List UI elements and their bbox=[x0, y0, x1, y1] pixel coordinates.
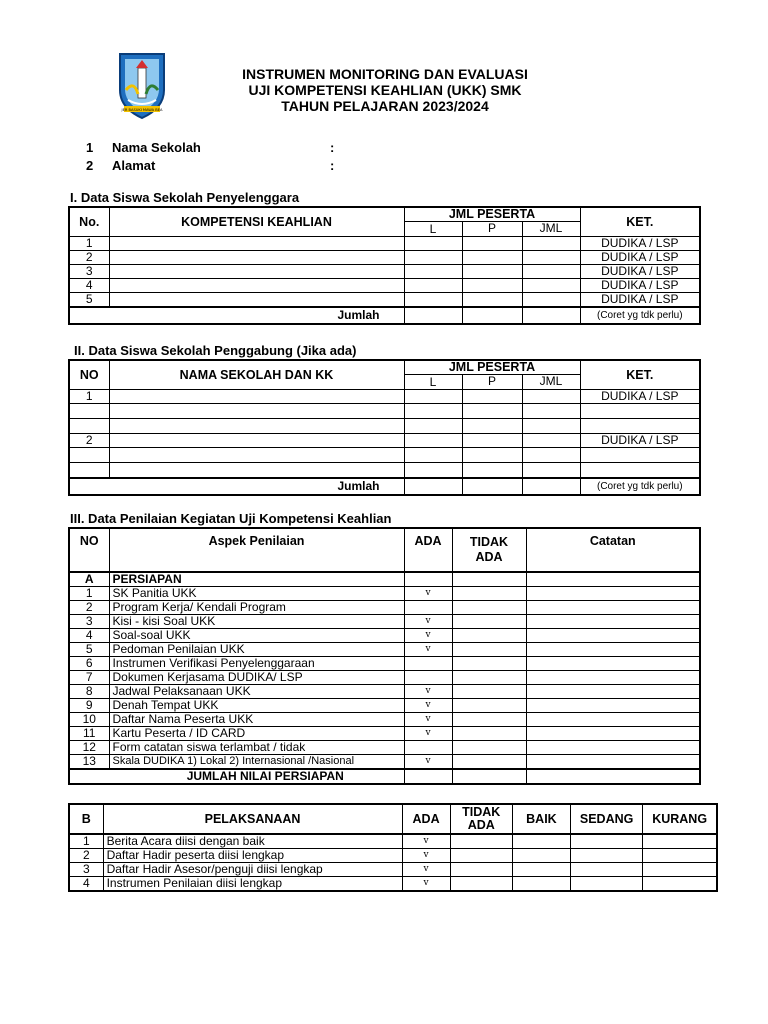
row-ket bbox=[580, 404, 700, 419]
total-persiapan-label: JUMLAH NILAI PERSIAPAN bbox=[69, 769, 404, 784]
cell-empty bbox=[526, 713, 700, 727]
row-ada-check: v bbox=[404, 755, 452, 770]
row-no: 1 bbox=[69, 237, 109, 251]
header-l: L bbox=[404, 221, 462, 236]
cell-empty bbox=[526, 699, 700, 713]
row-no: 3 bbox=[69, 615, 109, 629]
cell-empty bbox=[404, 769, 452, 784]
row-ket bbox=[580, 448, 700, 463]
header-catatan: Catatan bbox=[526, 528, 700, 572]
cell-empty bbox=[450, 863, 512, 877]
cell-empty bbox=[452, 685, 526, 699]
header-tidak-ada-line2: ADA bbox=[467, 818, 495, 832]
cell-empty bbox=[450, 834, 512, 849]
strike-note: (Coret yg tdk perlu) bbox=[580, 478, 700, 495]
cell-empty bbox=[452, 741, 526, 755]
row-ada-check: v bbox=[402, 877, 450, 892]
row-ket: DUDIKA / LSP bbox=[580, 293, 700, 308]
row-aspek: Daftar Hadir Asesor/penguji diisi lengkap bbox=[103, 863, 402, 877]
row-no: 1 bbox=[69, 390, 109, 404]
cell-empty bbox=[462, 293, 522, 308]
cell-empty bbox=[526, 601, 700, 615]
row-no: 5 bbox=[69, 293, 109, 308]
header-no: No. bbox=[69, 207, 109, 237]
table-row bbox=[69, 237, 700, 251]
row-no: 7 bbox=[69, 671, 109, 685]
table-row bbox=[69, 448, 700, 463]
cell-empty bbox=[452, 755, 526, 770]
section-3-title: III. Data Penilaian Kegiatan Uji Kompetensi Keahlian bbox=[70, 511, 392, 526]
cell-empty bbox=[109, 237, 404, 251]
table-row bbox=[69, 877, 717, 892]
header-pelaksanaan: PELAKSANAAN bbox=[103, 804, 402, 834]
table-row bbox=[69, 643, 700, 657]
cell-empty bbox=[109, 448, 404, 463]
cell-empty bbox=[404, 293, 462, 308]
row-no: 5 bbox=[69, 643, 109, 657]
cell-empty bbox=[109, 434, 404, 448]
cell-empty bbox=[643, 849, 717, 863]
cell-empty bbox=[526, 587, 700, 601]
cell-empty bbox=[512, 863, 570, 877]
cell-empty bbox=[109, 404, 404, 419]
cell-empty bbox=[571, 863, 643, 877]
table-pelaksanaan bbox=[68, 803, 718, 892]
table-row bbox=[69, 741, 700, 755]
cell-empty bbox=[452, 643, 526, 657]
cell-empty bbox=[109, 463, 404, 479]
cell-empty bbox=[526, 572, 700, 587]
cell-empty bbox=[571, 849, 643, 863]
table-row bbox=[69, 390, 700, 404]
cell-empty bbox=[522, 434, 580, 448]
row-no: 11 bbox=[69, 727, 109, 741]
cell-empty bbox=[526, 685, 700, 699]
cell-empty bbox=[109, 251, 404, 265]
row-aspek: Form catatan siswa terlambat / tidak bbox=[109, 741, 404, 755]
cell-empty bbox=[526, 657, 700, 671]
row-ket bbox=[580, 419, 700, 434]
cell-empty bbox=[404, 251, 462, 265]
info-num-2: 2 bbox=[86, 158, 94, 173]
table-row bbox=[69, 615, 700, 629]
cell-empty bbox=[404, 237, 462, 251]
table-row bbox=[69, 755, 700, 770]
header-tidak-ada-line2: ADA bbox=[475, 550, 503, 564]
header-sedang: SEDANG bbox=[571, 804, 643, 834]
cell-empty bbox=[522, 478, 580, 495]
cell-empty bbox=[109, 390, 404, 404]
cell-empty bbox=[522, 390, 580, 404]
row-ada-check: v bbox=[404, 685, 452, 699]
cell-empty bbox=[462, 265, 522, 279]
header-l: L bbox=[404, 374, 462, 389]
title-line-2: UJI KOMPETENSI KEAHLIAN (UKK) SMK bbox=[248, 82, 522, 98]
cell-empty bbox=[452, 657, 526, 671]
cell-empty bbox=[452, 615, 526, 629]
cell-empty bbox=[462, 463, 522, 479]
row-ada-check bbox=[404, 671, 452, 685]
cell-empty bbox=[526, 755, 700, 770]
info-label-address: Alamat bbox=[112, 158, 156, 173]
cell-empty bbox=[526, 769, 700, 784]
cell-empty bbox=[452, 769, 526, 784]
row-no: 8 bbox=[69, 685, 109, 699]
row-ket: DUDIKA / LSP bbox=[580, 265, 700, 279]
table-row bbox=[69, 699, 700, 713]
row-ket: DUDIKA / LSP bbox=[580, 279, 700, 293]
cell-empty bbox=[526, 629, 700, 643]
cell-empty bbox=[452, 601, 526, 615]
row-aspek: Jadwal Pelaksanaan UKK bbox=[109, 685, 404, 699]
info-num-1: 1 bbox=[86, 140, 94, 155]
header-tidak-ada bbox=[452, 528, 526, 572]
jumlah-label: Jumlah bbox=[69, 478, 404, 495]
cell-empty bbox=[404, 448, 462, 463]
table-row bbox=[69, 279, 700, 293]
cell-empty bbox=[452, 671, 526, 685]
table-row bbox=[69, 601, 700, 615]
row-no bbox=[69, 463, 109, 479]
header-jml-peserta: JML PESERTA bbox=[404, 360, 580, 374]
row-ada-check: v bbox=[404, 699, 452, 713]
table-section-1 bbox=[68, 206, 701, 325]
cell-empty bbox=[404, 463, 462, 479]
header-p: P bbox=[462, 221, 522, 236]
row-no: 4 bbox=[69, 279, 109, 293]
cell-empty bbox=[571, 877, 643, 892]
row-ada-check: v bbox=[404, 643, 452, 657]
document-title bbox=[200, 66, 570, 114]
row-no: 4 bbox=[69, 877, 103, 892]
row-aspek: Pedoman Penilaian UKK bbox=[109, 643, 404, 657]
row-no: 3 bbox=[69, 265, 109, 279]
cell-empty bbox=[462, 448, 522, 463]
cell-empty bbox=[109, 419, 404, 434]
table-row bbox=[69, 727, 700, 741]
header-nama-sekolah: NAMA SEKOLAH DAN KK bbox=[109, 360, 404, 390]
table-row bbox=[69, 629, 700, 643]
row-ada-check: v bbox=[402, 863, 450, 877]
row-ada-check bbox=[404, 741, 452, 755]
row-aspek: Program Kerja/ Kendali Program bbox=[109, 601, 404, 615]
cell-empty bbox=[462, 237, 522, 251]
table-section-3 bbox=[68, 527, 701, 785]
header-ada: ADA bbox=[402, 804, 450, 834]
cell-empty bbox=[522, 279, 580, 293]
header-ket: KET. bbox=[580, 207, 700, 237]
cell-empty bbox=[404, 307, 462, 324]
cell-empty bbox=[643, 834, 717, 849]
cell-empty bbox=[450, 849, 512, 863]
row-ada-check: v bbox=[402, 849, 450, 863]
row-ket: DUDIKA / LSP bbox=[580, 237, 700, 251]
cell-empty bbox=[522, 251, 580, 265]
table-row bbox=[69, 713, 700, 727]
row-no: 2 bbox=[69, 849, 103, 863]
row-aspek: Instrumen Verifikasi Penyelenggaraan bbox=[109, 657, 404, 671]
row-no: 10 bbox=[69, 713, 109, 727]
info-colon-2: : bbox=[330, 158, 335, 173]
header-aspek: Aspek Penilaian bbox=[109, 528, 404, 572]
cell-empty bbox=[404, 478, 462, 495]
cell-empty bbox=[462, 404, 522, 419]
table-row bbox=[69, 293, 700, 308]
cell-empty bbox=[462, 434, 522, 448]
header-jml: JML bbox=[522, 221, 580, 236]
header-b: B bbox=[69, 804, 103, 834]
info-colon-1: : bbox=[330, 140, 335, 155]
row-aspek: Denah Tempat UKK bbox=[109, 699, 404, 713]
header-tidak-ada bbox=[450, 804, 512, 834]
cell-empty bbox=[571, 834, 643, 849]
row-aspek: Daftar Nama Peserta UKK bbox=[109, 713, 404, 727]
cell-empty bbox=[522, 404, 580, 419]
row-ada-check bbox=[404, 657, 452, 671]
cell-empty bbox=[404, 404, 462, 419]
row-no: 1 bbox=[69, 834, 103, 849]
section-1-title: I. Data Siswa Sekolah Penyelenggara bbox=[70, 190, 300, 205]
row-aspek: Skala DUDIKA 1) Lokal 2) Internasional /Nasional bbox=[109, 755, 404, 770]
header-jml: JML bbox=[522, 374, 580, 389]
province-crest-logo bbox=[116, 50, 168, 120]
table-row bbox=[69, 671, 700, 685]
cell-empty bbox=[512, 849, 570, 863]
row-ket bbox=[580, 463, 700, 479]
header-no: NO bbox=[69, 528, 109, 572]
group-no: A bbox=[69, 572, 109, 587]
table-row bbox=[69, 404, 700, 419]
strike-note: (Coret yg tdk perlu) bbox=[580, 307, 700, 324]
title-line-3: TAHUN PELAJARAN 2023/2024 bbox=[281, 98, 489, 114]
row-ket: DUDIKA / LSP bbox=[580, 434, 700, 448]
row-no: 13 bbox=[69, 755, 109, 770]
row-ada-check: v bbox=[404, 629, 452, 643]
cell-empty bbox=[452, 713, 526, 727]
table-row bbox=[69, 265, 700, 279]
row-ada-check: v bbox=[404, 727, 452, 741]
cell-empty bbox=[452, 587, 526, 601]
cell-empty bbox=[404, 265, 462, 279]
row-aspek: Dokumen Kerjasama DUDIKA/ LSP bbox=[109, 671, 404, 685]
cell-empty bbox=[522, 419, 580, 434]
table-row bbox=[69, 251, 700, 265]
table-row bbox=[69, 834, 717, 849]
jumlah-label: Jumlah bbox=[69, 307, 404, 324]
row-no: 6 bbox=[69, 657, 109, 671]
info-label-school-name: Nama Sekolah bbox=[112, 140, 201, 155]
row-aspek: SK Panitia UKK bbox=[109, 587, 404, 601]
cell-empty bbox=[109, 293, 404, 308]
cell-empty bbox=[522, 237, 580, 251]
cell-empty bbox=[522, 293, 580, 308]
row-aspek: Kartu Peserta / ID CARD bbox=[109, 727, 404, 741]
group-label: PERSIAPAN bbox=[109, 572, 404, 587]
row-ket: DUDIKA / LSP bbox=[580, 251, 700, 265]
cell-empty bbox=[643, 877, 717, 892]
svg-text:JER BASUKI MAWA BEA: JER BASUKI MAWA BEA bbox=[121, 108, 163, 112]
row-no bbox=[69, 419, 109, 434]
cell-empty bbox=[462, 390, 522, 404]
cell-empty bbox=[522, 463, 580, 479]
cell-empty bbox=[452, 699, 526, 713]
header-ada: ADA bbox=[404, 528, 452, 572]
cell-empty bbox=[404, 419, 462, 434]
row-ket: DUDIKA / LSP bbox=[580, 390, 700, 404]
table-row bbox=[69, 587, 700, 601]
header-p: P bbox=[462, 374, 522, 389]
row-no: 9 bbox=[69, 699, 109, 713]
table-row bbox=[69, 419, 700, 434]
row-aspek: Instrumen Penilaian diisi lengkap bbox=[103, 877, 402, 892]
row-no bbox=[69, 404, 109, 419]
table-row bbox=[69, 685, 700, 699]
cell-empty bbox=[462, 307, 522, 324]
cell-empty bbox=[522, 448, 580, 463]
cell-empty bbox=[462, 251, 522, 265]
cell-empty bbox=[526, 741, 700, 755]
cell-empty bbox=[404, 279, 462, 293]
cell-empty bbox=[404, 572, 452, 587]
cell-empty bbox=[643, 863, 717, 877]
row-no: 4 bbox=[69, 629, 109, 643]
cell-empty bbox=[109, 265, 404, 279]
cell-empty bbox=[526, 615, 700, 629]
row-ada-check: v bbox=[404, 615, 452, 629]
table-row bbox=[69, 657, 700, 671]
cell-empty bbox=[452, 572, 526, 587]
cell-empty bbox=[462, 419, 522, 434]
row-ada-check: v bbox=[404, 713, 452, 727]
header-ket: KET. bbox=[580, 360, 700, 390]
row-no: 12 bbox=[69, 741, 109, 755]
row-ada-check: v bbox=[404, 587, 452, 601]
table-row bbox=[69, 863, 717, 877]
cell-empty bbox=[522, 307, 580, 324]
table-section-2 bbox=[68, 359, 701, 496]
row-aspek: Soal-soal UKK bbox=[109, 629, 404, 643]
title-line-1: INSTRUMEN MONITORING DAN EVALUASI bbox=[242, 66, 528, 82]
row-aspek: Daftar Hadir peserta diisi lengkap bbox=[103, 849, 402, 863]
cell-empty bbox=[452, 727, 526, 741]
row-no: 2 bbox=[69, 601, 109, 615]
cell-empty bbox=[404, 390, 462, 404]
cell-empty bbox=[526, 727, 700, 741]
table-row bbox=[69, 434, 700, 448]
row-ada-check bbox=[404, 601, 452, 615]
cell-empty bbox=[512, 834, 570, 849]
header-tidak: TIDAK bbox=[462, 805, 501, 819]
row-aspek: Berita Acara diisi dengan baik bbox=[103, 834, 402, 849]
row-aspek: Kisi - kisi Soal UKK bbox=[109, 615, 404, 629]
cell-empty bbox=[526, 671, 700, 685]
header-tidak: TIDAK bbox=[469, 535, 509, 549]
header-kurang: KURANG bbox=[643, 804, 717, 834]
row-no: 1 bbox=[69, 587, 109, 601]
cell-empty bbox=[450, 877, 512, 892]
header-jml-peserta: JML PESERTA bbox=[404, 207, 580, 221]
row-ada-check: v bbox=[402, 834, 450, 849]
header-baik: BAIK bbox=[512, 804, 570, 834]
cell-empty bbox=[404, 434, 462, 448]
cell-empty bbox=[109, 279, 404, 293]
cell-empty bbox=[462, 478, 522, 495]
cell-empty bbox=[462, 279, 522, 293]
row-no bbox=[69, 448, 109, 463]
row-no: 3 bbox=[69, 863, 103, 877]
header-kompetensi: KOMPETENSI KEAHLIAN bbox=[109, 207, 404, 237]
cell-empty bbox=[522, 265, 580, 279]
row-no: 2 bbox=[69, 251, 109, 265]
section-2-title: II. Data Siswa Sekolah Penggabung (Jika ada) bbox=[74, 343, 357, 358]
header-no: NO bbox=[69, 360, 109, 390]
table-row bbox=[69, 849, 717, 863]
cell-empty bbox=[452, 629, 526, 643]
row-no: 2 bbox=[69, 434, 109, 448]
table-row bbox=[69, 463, 700, 479]
cell-empty bbox=[526, 643, 700, 657]
cell-empty bbox=[512, 877, 570, 892]
